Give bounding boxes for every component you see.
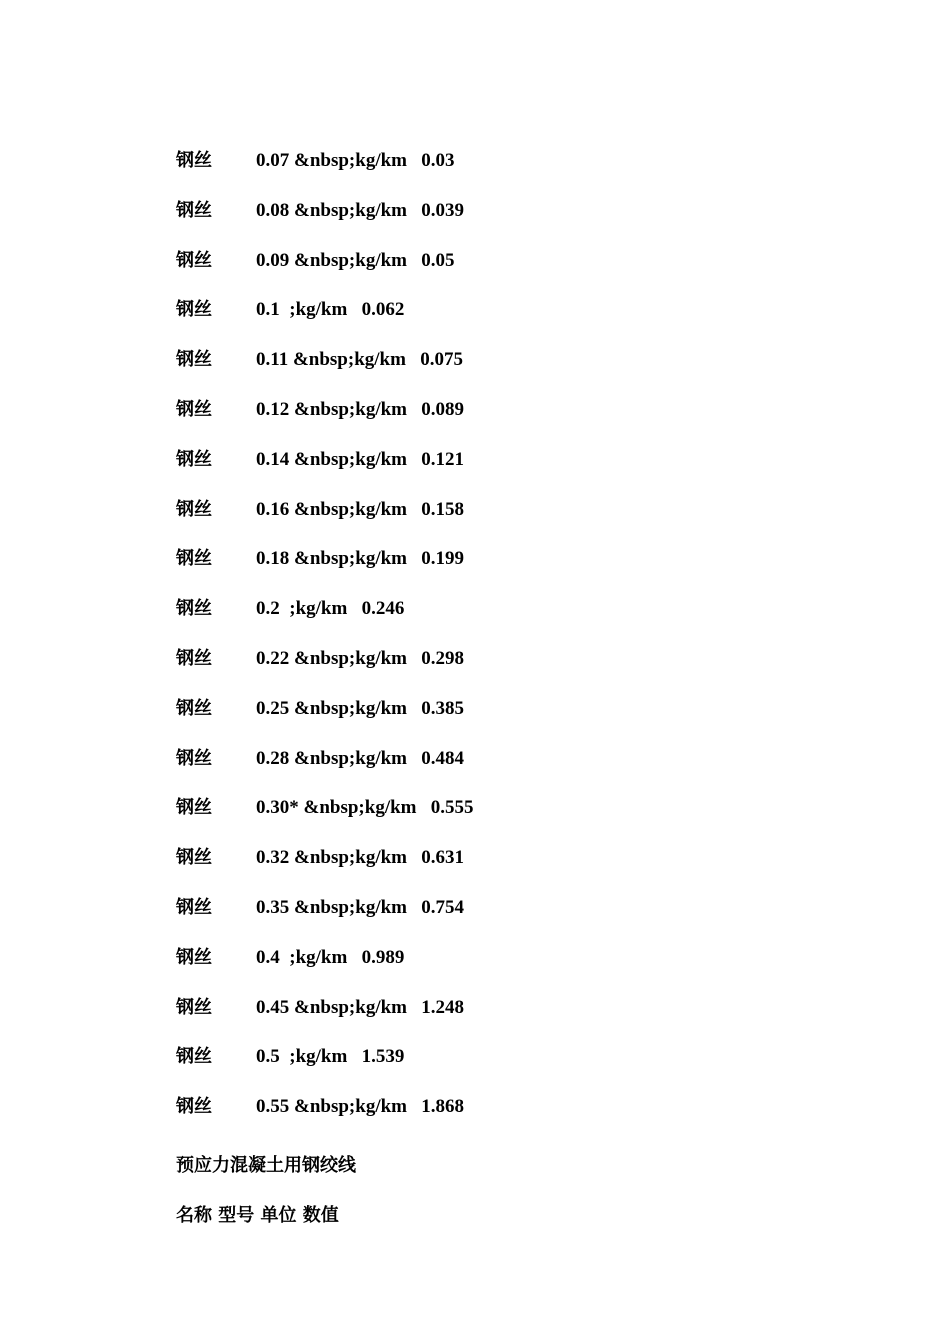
item-spec: 0.22 &nbsp;kg/km 0.298 — [256, 647, 464, 669]
item-spec: 0.2 ;kg/km 0.246 — [256, 598, 405, 620]
item-spec: 0.35 &nbsp;kg/km 0.754 — [256, 896, 464, 918]
list-item — [176, 146, 876, 196]
item-spec: 0.32 &nbsp;kg/km 0.631 — [256, 847, 464, 869]
item-name: 钢丝 — [176, 598, 212, 620]
list-item — [176, 694, 876, 744]
table-header-line: 名称 型号 单位 数值 — [176, 1204, 339, 1226]
item-name: 钢丝 — [176, 896, 212, 918]
list-item — [176, 495, 876, 545]
list-item — [176, 345, 876, 395]
steel-wire-list — [176, 146, 876, 1142]
item-name: 钢丝 — [176, 199, 212, 221]
item-name: 钢丝 — [176, 996, 212, 1018]
list-item — [176, 744, 876, 794]
item-spec: 0.09 &nbsp;kg/km 0.05 — [256, 249, 455, 271]
item-spec: 0.4 ;kg/km 0.989 — [256, 946, 405, 968]
item-name: 钢丝 — [176, 299, 212, 321]
item-spec: 0.25 &nbsp;kg/km 0.385 — [256, 697, 464, 719]
list-item — [176, 246, 876, 296]
item-name: 钢丝 — [176, 249, 212, 271]
list-item — [176, 1092, 876, 1142]
item-spec: 0.07 &nbsp;kg/km 0.03 — [256, 150, 455, 171]
item-name: 钢丝 — [176, 448, 212, 470]
item-spec: 0.45 &nbsp;kg/km 1.248 — [256, 996, 464, 1018]
item-name: 钢丝 — [176, 1046, 212, 1068]
item-spec: 0.28 &nbsp;kg/km 0.484 — [256, 747, 464, 769]
list-item — [176, 1042, 876, 1092]
item-name: 钢丝 — [176, 398, 212, 420]
item-spec: 0.12 &nbsp;kg/km 0.089 — [256, 398, 464, 420]
item-spec: 0.11 &nbsp;kg/km 0.075 — [256, 349, 463, 371]
item-name: 钢丝 — [176, 349, 212, 371]
list-item — [176, 395, 876, 445]
item-name: 钢丝 — [176, 498, 212, 520]
section-title: 预应力混凝土用钢绞线 — [176, 1155, 356, 1176]
list-item — [176, 943, 876, 993]
item-spec: 0.16 &nbsp;kg/km 0.158 — [256, 498, 464, 520]
list-item — [176, 843, 876, 893]
list-item — [176, 445, 876, 495]
item-name: 钢丝 — [176, 747, 212, 769]
list-item — [176, 793, 876, 843]
item-spec: 0.14 &nbsp;kg/km 0.121 — [256, 448, 464, 470]
item-name: 钢丝 — [176, 946, 212, 968]
list-item — [176, 295, 876, 345]
list-item — [176, 544, 876, 594]
list-item — [176, 196, 876, 246]
list-item — [176, 893, 876, 943]
list-item — [176, 993, 876, 1043]
item-spec: 0.08 &nbsp;kg/km 0.039 — [256, 199, 464, 221]
section-block — [176, 1151, 876, 1251]
item-spec: 0.5 ;kg/km 1.539 — [256, 1046, 405, 1068]
list-item — [176, 644, 876, 694]
item-spec: 0.30* &nbsp;kg/km 0.555 — [256, 797, 474, 819]
item-name: 钢丝 — [176, 847, 212, 869]
item-spec: 0.55 &nbsp;kg/km 1.868 — [256, 1096, 464, 1118]
item-spec: 0.1 ;kg/km 0.062 — [256, 299, 405, 321]
item-name: 钢丝 — [176, 647, 212, 669]
item-name: 钢丝 — [176, 548, 212, 570]
item-spec: 0.18 &nbsp;kg/km 0.199 — [256, 548, 464, 570]
item-name: 钢丝 — [176, 697, 212, 719]
list-item — [176, 594, 876, 644]
item-name: 钢丝 — [176, 797, 212, 819]
item-name: 钢丝 — [176, 1096, 212, 1118]
item-name: 钢丝 — [176, 150, 212, 171]
